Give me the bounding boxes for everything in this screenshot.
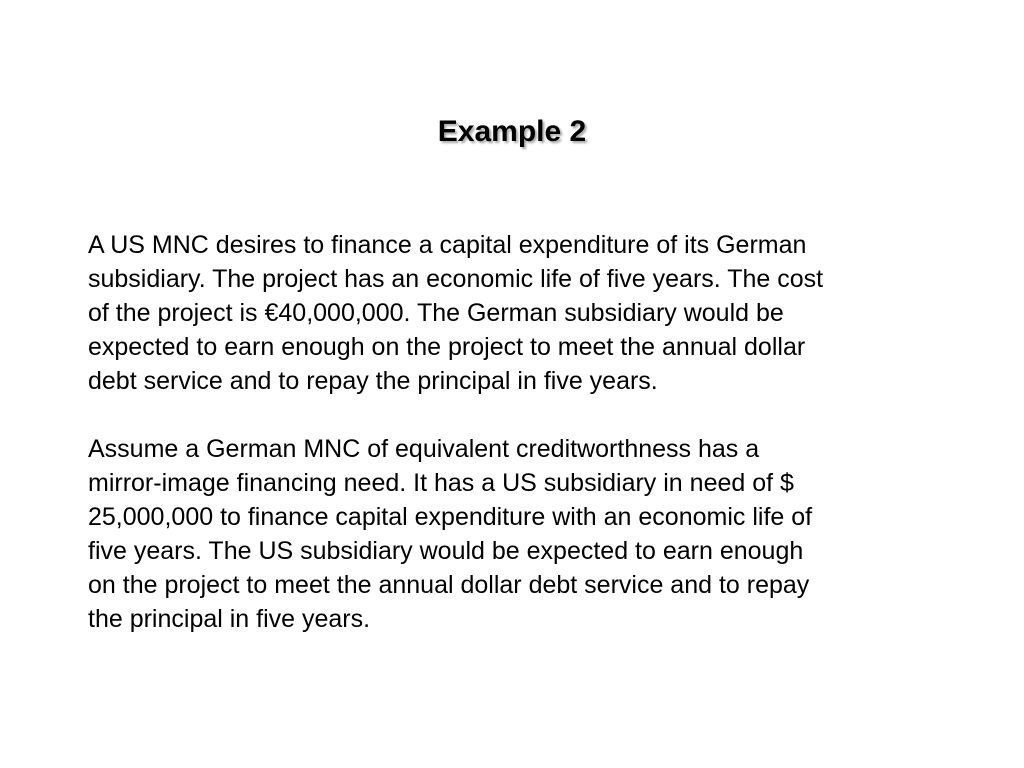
slide-body [88, 228, 933, 636]
paragraph-line: expected to earn enough on the project to meet the annual dollar [88, 333, 806, 361]
paragraph-line: five years. The US subsidiary would be expected to earn enough [88, 537, 804, 565]
paragraph-line: debt service and to repay the principal in five years. [88, 367, 658, 395]
paragraph-line: mirror-image financing need. It has a US subsidiary in need of $ [88, 469, 794, 497]
paragraph-line: Assume a German MNC of equivalent creditworthness has a [88, 435, 760, 463]
paragraph-line: A US MNC desires to finance a capital expenditure of its German [88, 231, 807, 259]
paragraph-line: subsidiary. The project has an economic life of five years. The cost [88, 265, 824, 293]
paragraph-line: on the project to meet the annual dollar debt service and to repay [88, 571, 810, 599]
slide-title: Example 2 [437, 115, 587, 148]
paragraph-line: of the project is €40,000,000. The German subsidiary would be [88, 299, 784, 327]
paragraph-line: 25,000,000 to finance capital expenditure with an economic life of [88, 503, 813, 531]
paragraph-2 [88, 432, 933, 636]
paragraph-1 [88, 228, 933, 398]
paragraph-line: the principal in five years. [88, 605, 371, 633]
